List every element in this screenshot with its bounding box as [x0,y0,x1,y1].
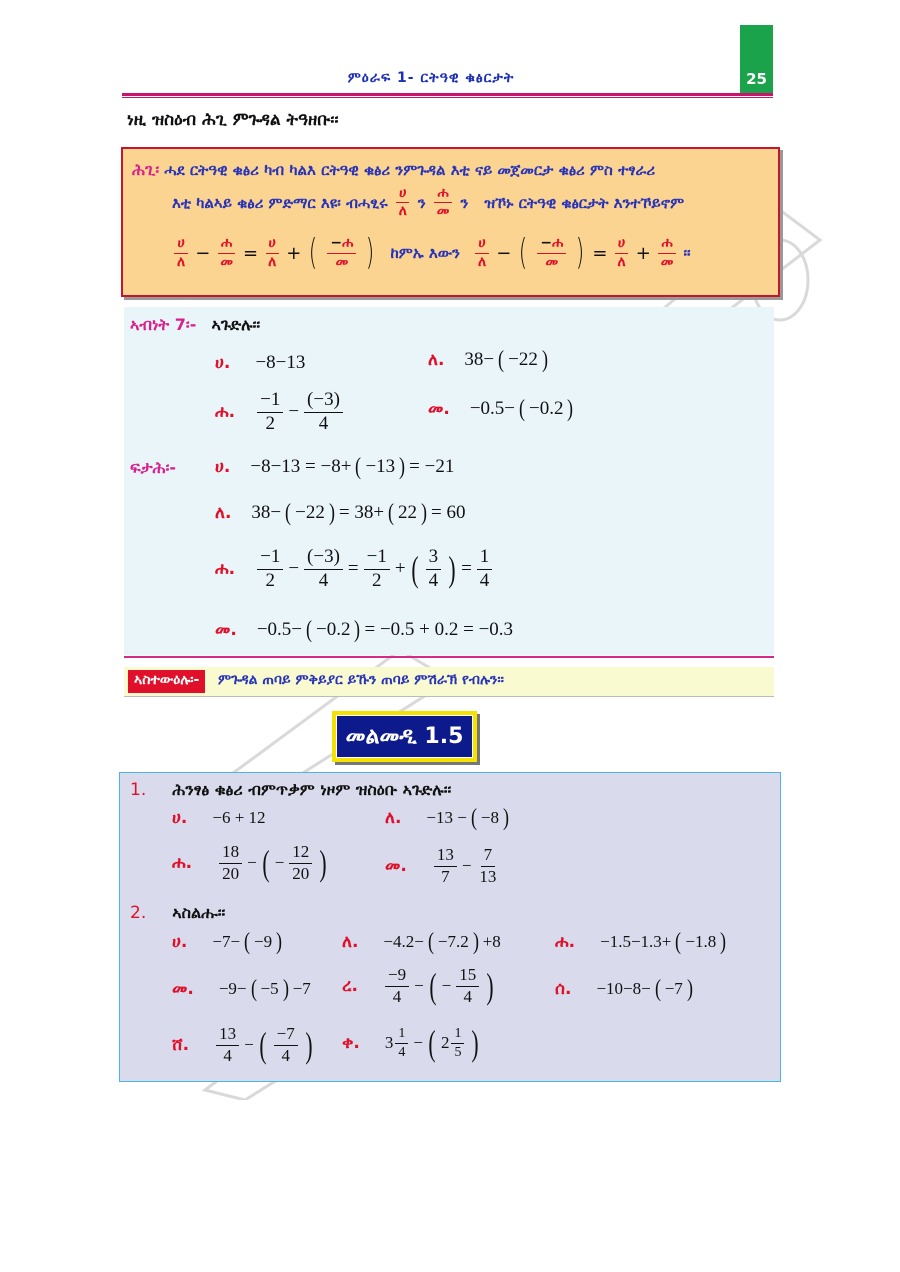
example-header [130,315,260,335]
example-problem-a: ሀ. −8−13 [215,352,306,373]
solution-a: ሀ. −8−13 = −8+ ( −13 ) = −21 [215,454,455,480]
q1-item-c: ሐ. $\frac{18}{20}$ − ( − $\frac{12}{20}$ ) [172,842,327,884]
solution-b: ለ. 38− ( −22 ) = 38+ ( 22 ) = 60 [215,500,466,526]
q1-item-d: መ. $\frac{13}{7}$ − $\frac{7}{13}$ [385,845,497,886]
rule-formula-frac: $\frac{\text{−ሐ}}{\text{መ}}$ [327,236,356,270]
q1-item-b: ለ. −13 − ( −8 ) [385,805,509,831]
solution-c: ሐ. $\frac{-1}{2}$ − $\frac{(-3)}{4}$ = $\frac{-1}{2}$ + ( $\frac{3}{4}$ ) = $\frac{1}{4}$ [215,547,494,592]
header-divider [122,93,773,96]
example-title: ኣጉድሉ፡፡ [211,315,261,334]
q2-item-b: ለ. −4.2− ( −7.2 ) +8 [342,929,501,955]
q2-item-c: ሐ. −1.5−1.3+ ( −1.8 ) [555,929,727,955]
rule-formula-frac: $\frac{\text{ሀ}}{\text{ለ}}$ [475,236,489,270]
exercise-badge [332,711,477,762]
rule-end: ፡፡ [683,244,691,262]
question-1: 1. ሕንፃፅ ቁፅሪ ብምጥቃም ነዞም ዝስዕቡ ኣጉድሉ፡፡ [130,780,452,800]
example-divider [124,656,774,658]
running-title: ምዕራፍ 1- ርትዓዊ ቁፅርታት [347,70,515,86]
q2-item-h: ቀ. 3 $\frac{1}{4}$ − ( 2 $\frac{1}{5}$ ) [342,1023,480,1063]
example-problem-b: ለ. 38− ( −22 ) [428,347,548,373]
rule-frac-a-over-b: $\frac{\text{ሀ}}{\text{ለ}}$ [396,186,410,220]
rule-mid-text: ከምኡ እውን [390,244,460,262]
rule-formula-frac: $\frac{\text{ሐ}}{\text{መ}}$ [658,236,677,270]
rule-formula-line: $\frac{\text{ሀ}}{\text{ለ}}$ − $\frac{\text{ሐ}}{\text{መ}}$ = $\frac{\text{ሀ}}{\text{ለ}}$ + ( $\frac{\text{−ሐ}}{\text{መ}}$ ) ከምኡ እውን $\frac{\text{ሀ}}{\text{ለ}}$ − ( $\frac{\text{−ሐ}}{\text{መ}}$ ) = $\frac{\text{ሀ}}{\text{ለ}}$ + $\frac{\text{ሐ}}{\text{መ}}$ ፡፡ [172,235,691,271]
example-problem-c: ሐ. $\frac{-1}{2}$ − $\frac{(-3)}{4}$ [215,390,345,435]
rule-line-1 [132,160,655,180]
rule-label: ሕጊ፡ [132,160,160,179]
rule-formula-frac: $\frac{\text{ሐ}}{\text{መ}}$ [217,236,236,270]
q2-item-g: ሸ. $\frac{13}{4}$ − ( $\frac{-7}{4}$ ) [172,1024,313,1066]
reminder-text: ምጉዳል ጠባይ ምቅይያር ይኹን ጠባይ ምሽራኽ የብሉን፡፡ [218,672,504,688]
rule-frac-c-over-d: $\frac{\text{ሐ}}{\text{መ}}$ [434,186,453,220]
rule-formula-frac: $\frac{\text{ሀ}}{\text{ለ}}$ [265,236,279,270]
intro-text: ነዚ ዝስዕብ ሕጊ ምጉዳል ትዓዘቡ፡፡ [127,110,339,130]
rule-suffix: ን [460,193,469,212]
exercise-title: መልመዲ 1.5 [336,715,473,758]
solution-d: መ. −0.5− ( −0.2 ) = −0.5 + 0.2 = −0.3 [215,617,514,643]
example-problem-d: መ. −0.5− ( −0.2 ) [428,396,574,422]
rule-formula-frac: $\frac{\text{−ሐ}}{\text{መ}}$ [537,236,566,270]
reminder-tag: ኣስተውዕሉ፡- [128,670,205,693]
solution-label: ፍታሕ፡- [130,458,177,477]
page-number: 25 [746,70,767,88]
rule-formula-frac: $\frac{\text{ሀ}}{\text{ለ}}$ [614,236,628,270]
q2-item-d: መ. −9− ( −5 ) −7 [172,976,311,1002]
rule-line-2 [172,186,684,220]
rule-suffix: ን [417,193,426,212]
q2-item-e: ረ. $\frac{-9}{4}$ − ( − $\frac{15}{4}$ ) [342,965,494,1007]
example-label: ኣብነት 7፡- [130,315,197,334]
q2-item-a: ሀ. −7− ( −9 ) [172,929,283,955]
question-2: 2. ኣስልሑ፡፡ [130,903,226,923]
rule-text-2b: ዝኾኑ ርትዓዊ ቁፅርታት እንተኾይኖም [484,193,685,212]
rule-formula-frac: $\frac{\text{ሀ}}{\text{ለ}}$ [174,236,188,270]
header-divider-thin [122,97,773,98]
q2-item-f: ሰ. −10−8− ( −7 ) [555,976,693,1002]
q1-item-a: ሀ. −6 + 12 [172,808,266,828]
rule-text-1: ሓደ ርትዓዊ ቁፅሪ ካብ ካልእ ርትዓዊ ቁፅሪ ንምጉዳል እቲ ናይ መጀመርታ ቁፅሪ ምስ ተፃራሪ [164,161,656,179]
rule-text-2a: እቲ ካልኣይ ቁፅሪ ምድማር እዩ፡ ብሓፂሩ [172,193,388,212]
